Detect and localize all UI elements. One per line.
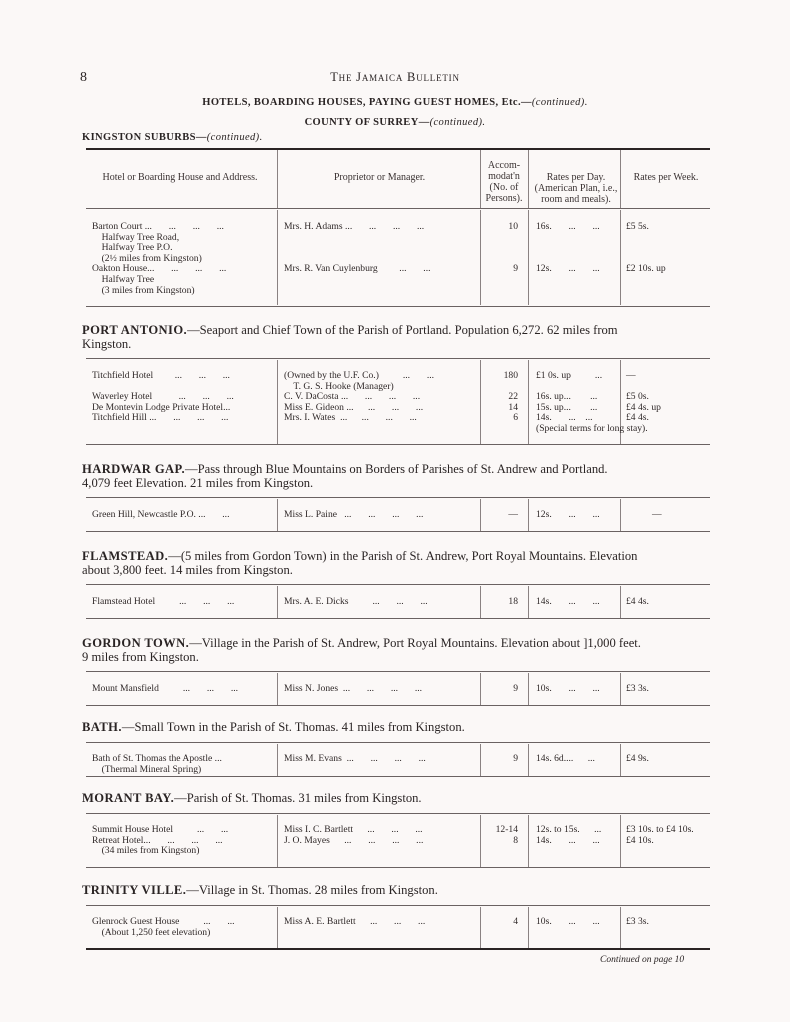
proprietor-cell: Mrs. H. Adams ... ... ... ... Mrs. R. Van Cuylenburg ... ... [284, 221, 431, 275]
rates-week-cell: £4 9s. [626, 753, 649, 764]
section-title-hardwar-gap [82, 462, 710, 490]
column-header-rates-week: Rates per Week. [633, 172, 699, 183]
main-heading [0, 97, 790, 108]
proprietor-cell: Mrs. A. E. Dicks ... ... ... [284, 596, 428, 607]
column-header-rates-day: Rates per Day. (American Plan, i.e., room and meals). [534, 172, 618, 205]
accommodation-cell: — [508, 509, 518, 520]
section-title-morant-bay [82, 791, 710, 805]
section-description: —Village in the Parish of St. Andrew, Port Royal Mountains. Elevation about ]1,000 feet. [189, 636, 641, 650]
column-header-accommodation: Accom- modat'n (No. of Persons). [485, 160, 523, 204]
proprietor-cell: Miss N. Jones ... ... ... ... [284, 683, 423, 694]
rates-week-cell: £5 5s. £2 10s. up [626, 221, 666, 275]
proprietor-cell: Miss A. E. Bartlett ... ... ... [284, 916, 426, 927]
rates-day-cell: 10s. ... ... [536, 916, 600, 927]
section-description-line2: 9 miles from Kingston. [82, 650, 199, 664]
accommodation-cell: 12-14 8 [495, 824, 518, 846]
section-description: —Parish of St. Thomas. 31 miles from Kingston. [174, 791, 422, 805]
section-title-flamstead [82, 549, 710, 577]
hotel-cell: Summit House Hotel ... ... Retreat Hotel... ... ... ... (34 miles from Kingston) [92, 824, 229, 857]
hotel-cell: Flamstead Hotel ... ... ... [92, 596, 235, 607]
proprietor-cell: (Owned by the U.F. Co.) ... ... T. G. S. Hooke (Manager) C. V. DaCosta ... ... ... ... Miss E. Gideon ... ... ... ... Mrs. I. Wates ... ... ... ... [284, 370, 435, 424]
column-divider [277, 150, 278, 208]
accommodation-cell: 18 [508, 596, 518, 607]
hotel-cell: Barton Court ... ... ... ... Halfway Tree Road, Halfway Tree P.O. (2½ miles from Kingston) Oakton House... ... ... ... Halfway Tree (3 miles from Kingston) [92, 221, 227, 296]
table-top-rule [86, 148, 710, 150]
section-name: GORDON TOWN. [82, 636, 190, 650]
main-heading-text: HOTELS, BOARDING HOUSES, PAYING GUEST HOMES, Etc.— [202, 97, 532, 108]
section-heading [82, 132, 263, 143]
section-name: FLAMSTEAD. [82, 549, 169, 563]
section-description-line2: 4,079 feet Elevation. 21 miles from Kingston. [82, 476, 314, 490]
section-description: —Village in St. Thomas. 28 miles from Kingston. [186, 883, 438, 897]
accommodation-cell: 4 [513, 916, 518, 927]
county-heading-continued: (continued). [429, 117, 486, 128]
hotel-cell: Titchfield Hotel ... ... ... Waverley Hotel ... ... ... De Montevin Lodge Private Hotel... Titchfield Hill ... ... ... ... [92, 370, 234, 424]
section-description: —(5 miles from Gordon Town) in the Parish of St. Andrew, Port Royal Mountains. Elevation [168, 549, 638, 563]
rates-week-cell: £3 3s. [626, 916, 649, 927]
page-number: 8 [80, 70, 87, 85]
section-name: MORANT BAY. [82, 791, 175, 805]
rates-day-cell: 14s. 6d.... ... [536, 753, 595, 764]
section-description-line2: about 3,800 feet. 14 miles from Kingston. [82, 563, 293, 577]
section-description: —Small Town in the Parish of St. Thomas. 41 miles from Kingston. [121, 720, 465, 734]
rates-day-cell: 16s. ... ... 12s. ... ... [536, 221, 600, 275]
continued-note: Continued on page 10 [600, 955, 685, 965]
section-title-trinity-ville [82, 883, 710, 897]
county-heading [0, 117, 790, 128]
accommodation-cell: 180 22 14 6 [503, 370, 518, 424]
column-header-hotel: Hotel or Boarding House and Address. [102, 172, 258, 183]
column-header-proprietor: Proprietor or Manager. [333, 172, 426, 183]
section-heading-text: KINGSTON SUBURBS— [82, 132, 207, 143]
section-description: —Seaport and Chief Town of the Parish of Portland. Population 6,272. 62 miles from [187, 323, 618, 337]
accommodation-cell: 10 9 [508, 221, 518, 275]
section-name: PORT ANTONIO. [82, 323, 188, 337]
section-heading-continued: (continued). [206, 132, 263, 143]
accommodation-cell: 9 [513, 753, 518, 764]
hotel-cell: Mount Mansfield ... ... ... [92, 683, 239, 694]
running-title: The Jamaica Bulletin [330, 70, 460, 84]
section-title-port-antonio [82, 323, 710, 351]
proprietor-cell: Miss M. Evans ... ... ... ... [284, 753, 426, 764]
proprietor-cell: Miss L. Paine ... ... ... ... [284, 509, 424, 520]
rates-week-cell: £4 4s. [626, 596, 649, 607]
section-name: HARDWAR GAP. [82, 462, 185, 476]
rates-week-cell: — £5 0s. £4 4s. up £4 4s. [626, 370, 661, 424]
table-bottom-rule [86, 948, 710, 950]
rates-day-cell: 14s. ... ... [536, 596, 600, 607]
rates-week-cell: — [652, 509, 662, 520]
table-block-bottom-rule [86, 306, 710, 307]
section-name: BATH. [82, 720, 122, 734]
accommodation-cell: 9 [513, 683, 518, 694]
rates-day-cell: 12s. ... ... [536, 509, 600, 520]
rates-week-cell: £3 10s. to £4 10s. £4 10s. [626, 824, 694, 846]
section-description: —Pass through Blue Mountains on Borders of Parishes of St. Andrew and Portland. [185, 462, 608, 476]
hotel-cell: Bath of St. Thomas the Apostle ... (Thermal Mineral Spring) [92, 753, 222, 775]
section-title-gordon-town [82, 636, 710, 664]
section-name: TRINITY VILLE. [82, 883, 187, 897]
column-divider [528, 150, 529, 208]
hotel-cell: Green Hill, Newcastle P.O. ... ... [92, 509, 230, 520]
main-heading-continued: (continued). [531, 97, 588, 108]
hotel-cell: Glenrock Guest House ... ... (About 1,250 feet elevation) [92, 916, 235, 938]
section-title-bath [82, 720, 710, 734]
rates-week-cell: £3 3s. [626, 683, 649, 694]
county-heading-text: COUNTY OF SURREY— [304, 117, 430, 128]
rates-day-cell: 12s. to 15s. ... 14s. ... ... [536, 824, 602, 846]
section-description-line2: Kingston. [82, 337, 132, 351]
rates-day-cell: 10s. ... ... [536, 683, 600, 694]
proprietor-cell: Miss I. C. Bartlett ... ... ... J. O. Mayes ... ... ... ... [284, 824, 424, 846]
rates-day-cell: £1 0s. up ... 16s. up... ... 15s. up... ... 14s. ... ... (Special terms for long stay). [536, 370, 648, 434]
header-bottom-rule [86, 208, 710, 209]
